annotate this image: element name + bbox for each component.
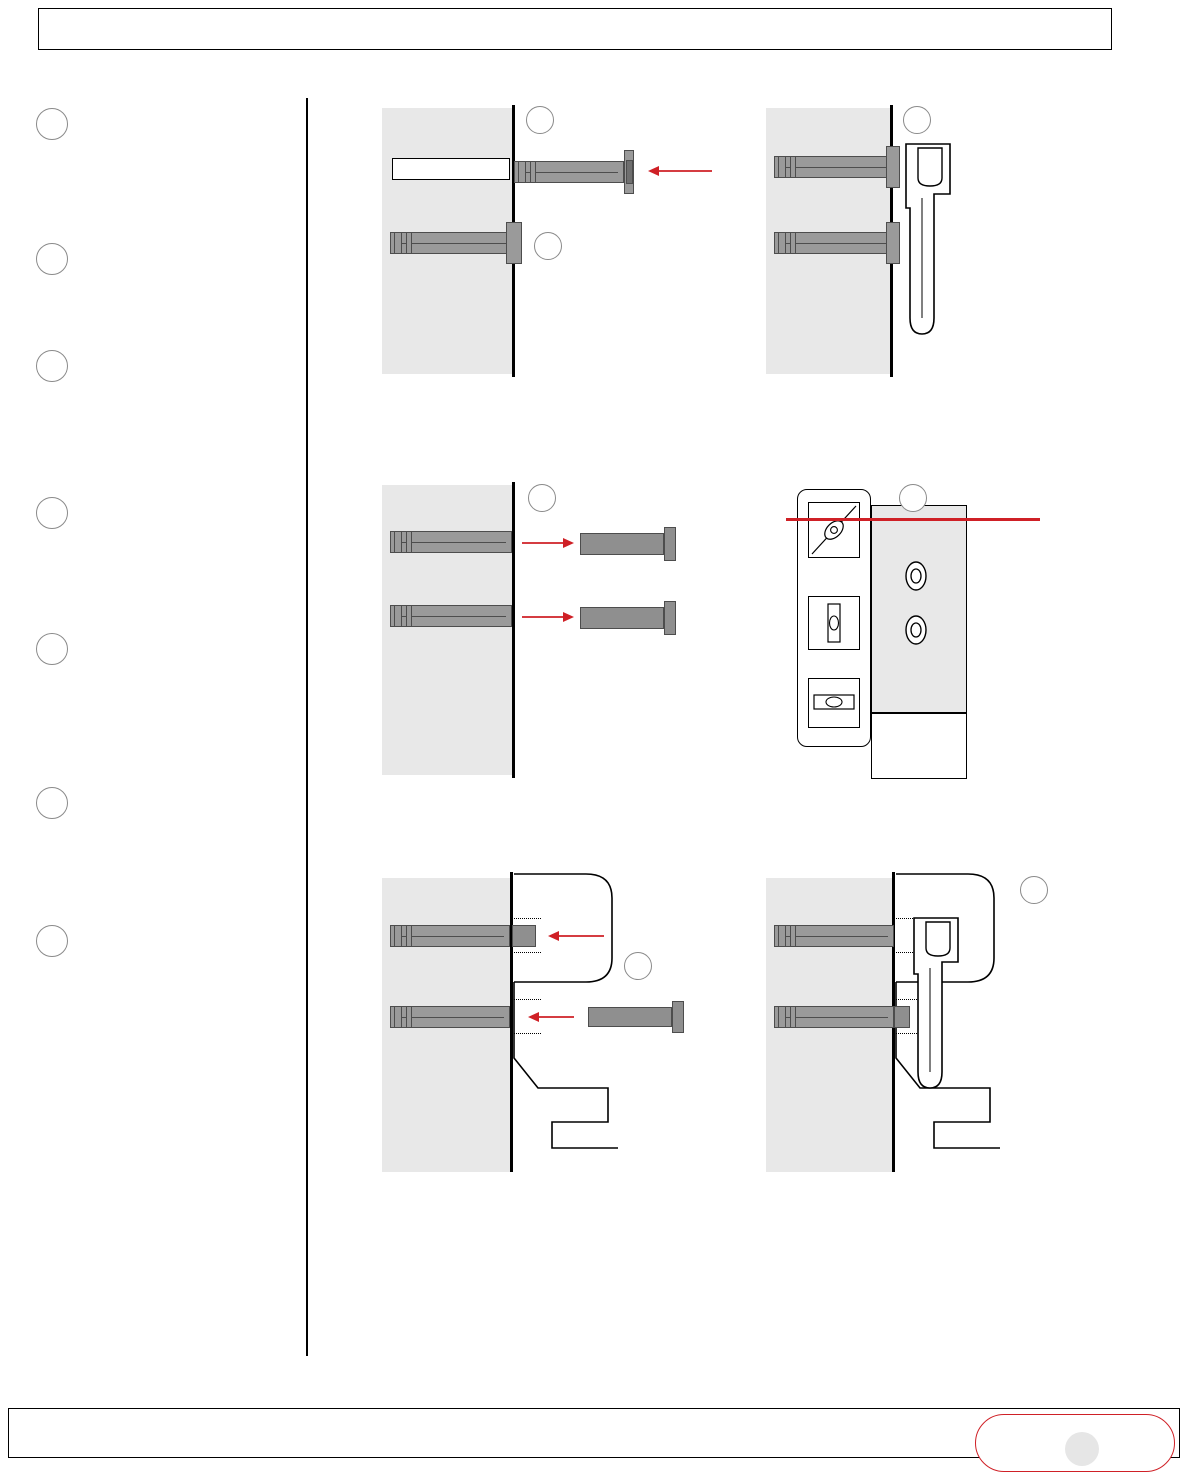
callout-figure1-a bbox=[526, 106, 554, 134]
anchor-bottom-centerline bbox=[396, 243, 506, 244]
bracket-bottom-guide-b bbox=[511, 1033, 541, 1034]
bracket-top-guide-b bbox=[511, 952, 541, 953]
step-bullet-4 bbox=[36, 497, 68, 529]
anchor-top-5-centerline bbox=[396, 936, 504, 937]
anchor-bottom-2-collar-b bbox=[790, 232, 796, 254]
anchor-bottom-collar-b bbox=[406, 232, 412, 254]
callout-figure2-a bbox=[903, 106, 931, 134]
anchor-top-collar-a bbox=[518, 161, 526, 183]
level-vial-diagonal-glyph bbox=[808, 502, 860, 558]
step-bullet-3 bbox=[36, 350, 68, 382]
step-bullet-2 bbox=[36, 243, 68, 275]
anchor-top-5-collar-a bbox=[394, 925, 402, 947]
bolt-top-head bbox=[664, 527, 676, 561]
anchor-top-nut bbox=[626, 160, 633, 184]
footer-badge-icon bbox=[1065, 1432, 1099, 1466]
bracket-bottom-guide-a bbox=[511, 999, 541, 1000]
bolt-top-arrow bbox=[522, 533, 574, 553]
mount-plate-upper-outline bbox=[871, 505, 967, 713]
anchor-top-6-collar-a bbox=[778, 925, 786, 947]
step-bullet-6 bbox=[36, 787, 68, 819]
anchor-bottom-3-collar-b bbox=[406, 605, 412, 627]
anchor-bottom-6-collar-b bbox=[790, 1006, 796, 1028]
bracket-bottom-arrow bbox=[528, 1007, 576, 1027]
bolt-bottom-head bbox=[664, 601, 676, 635]
step-bullet-5 bbox=[36, 633, 68, 665]
column-divider bbox=[306, 98, 308, 1356]
bolt-top bbox=[580, 533, 664, 555]
anchor-bottom-collar-a bbox=[394, 232, 402, 254]
anchor-top-2-collar-b bbox=[790, 156, 796, 178]
anchor-top-3-collar-b bbox=[406, 531, 412, 553]
wrench-tool bbox=[898, 138, 988, 338]
anchor-bottom-3-collar-a bbox=[394, 605, 402, 627]
callout-figure5-a bbox=[624, 952, 652, 980]
anchor-top-6-centerline bbox=[780, 936, 888, 937]
anchor-top-5-collar-b bbox=[406, 925, 412, 947]
insert-direction-arrow bbox=[648, 161, 714, 181]
level-reference-line bbox=[786, 518, 1040, 521]
anchor-top-3-centerline bbox=[396, 542, 506, 543]
wall-block-3 bbox=[382, 485, 514, 775]
anchor-bottom-6-centerline bbox=[780, 1017, 888, 1018]
step-bullet-7 bbox=[36, 925, 68, 957]
level-vial-vertical-glyph bbox=[808, 596, 860, 650]
anchor-top-2-collar-a bbox=[778, 156, 786, 178]
bolt-bottom bbox=[580, 607, 664, 629]
bracket-bolt-head bbox=[672, 1001, 684, 1033]
mount-hole-bottom bbox=[898, 612, 934, 648]
anchor-bottom-5-collar-a bbox=[394, 1006, 402, 1028]
bracket-top-arrow bbox=[548, 926, 606, 946]
callout-figure6-a bbox=[1020, 876, 1048, 904]
mount-plate-lower bbox=[871, 713, 967, 779]
callout-figure3-a bbox=[528, 484, 556, 512]
anchor-bottom-washer bbox=[506, 222, 522, 264]
wall-edge-3 bbox=[512, 482, 515, 778]
anchor-bottom-3-centerline bbox=[396, 616, 506, 617]
bracket-top-guide-a bbox=[511, 918, 541, 919]
anchor-top-6-collar-b bbox=[790, 925, 796, 947]
step-bullet-1 bbox=[36, 108, 68, 140]
anchor-bottom-6-collar-a bbox=[778, 1006, 786, 1028]
anchor-bottom-5-centerline bbox=[396, 1017, 504, 1018]
wrench-tool-2 bbox=[906, 912, 996, 1102]
bracket-hole-top-plug bbox=[512, 925, 536, 947]
anchor-bottom-2-collar-a bbox=[778, 232, 786, 254]
anchor-top-3-collar-a bbox=[394, 531, 402, 553]
bracket-bolt bbox=[588, 1007, 672, 1027]
bolt-bottom-arrow bbox=[522, 607, 574, 627]
mount-hole-top bbox=[898, 558, 934, 594]
callout-figure1-b bbox=[534, 232, 562, 260]
level-vial-horizontal-glyph bbox=[808, 678, 860, 728]
anchor-bottom-5-collar-b bbox=[406, 1006, 412, 1028]
anchor-hole-top bbox=[392, 158, 510, 180]
callout-figure4-a bbox=[899, 484, 927, 512]
anchor-top-collar-b bbox=[530, 161, 536, 183]
page-header-bar bbox=[38, 8, 1112, 50]
